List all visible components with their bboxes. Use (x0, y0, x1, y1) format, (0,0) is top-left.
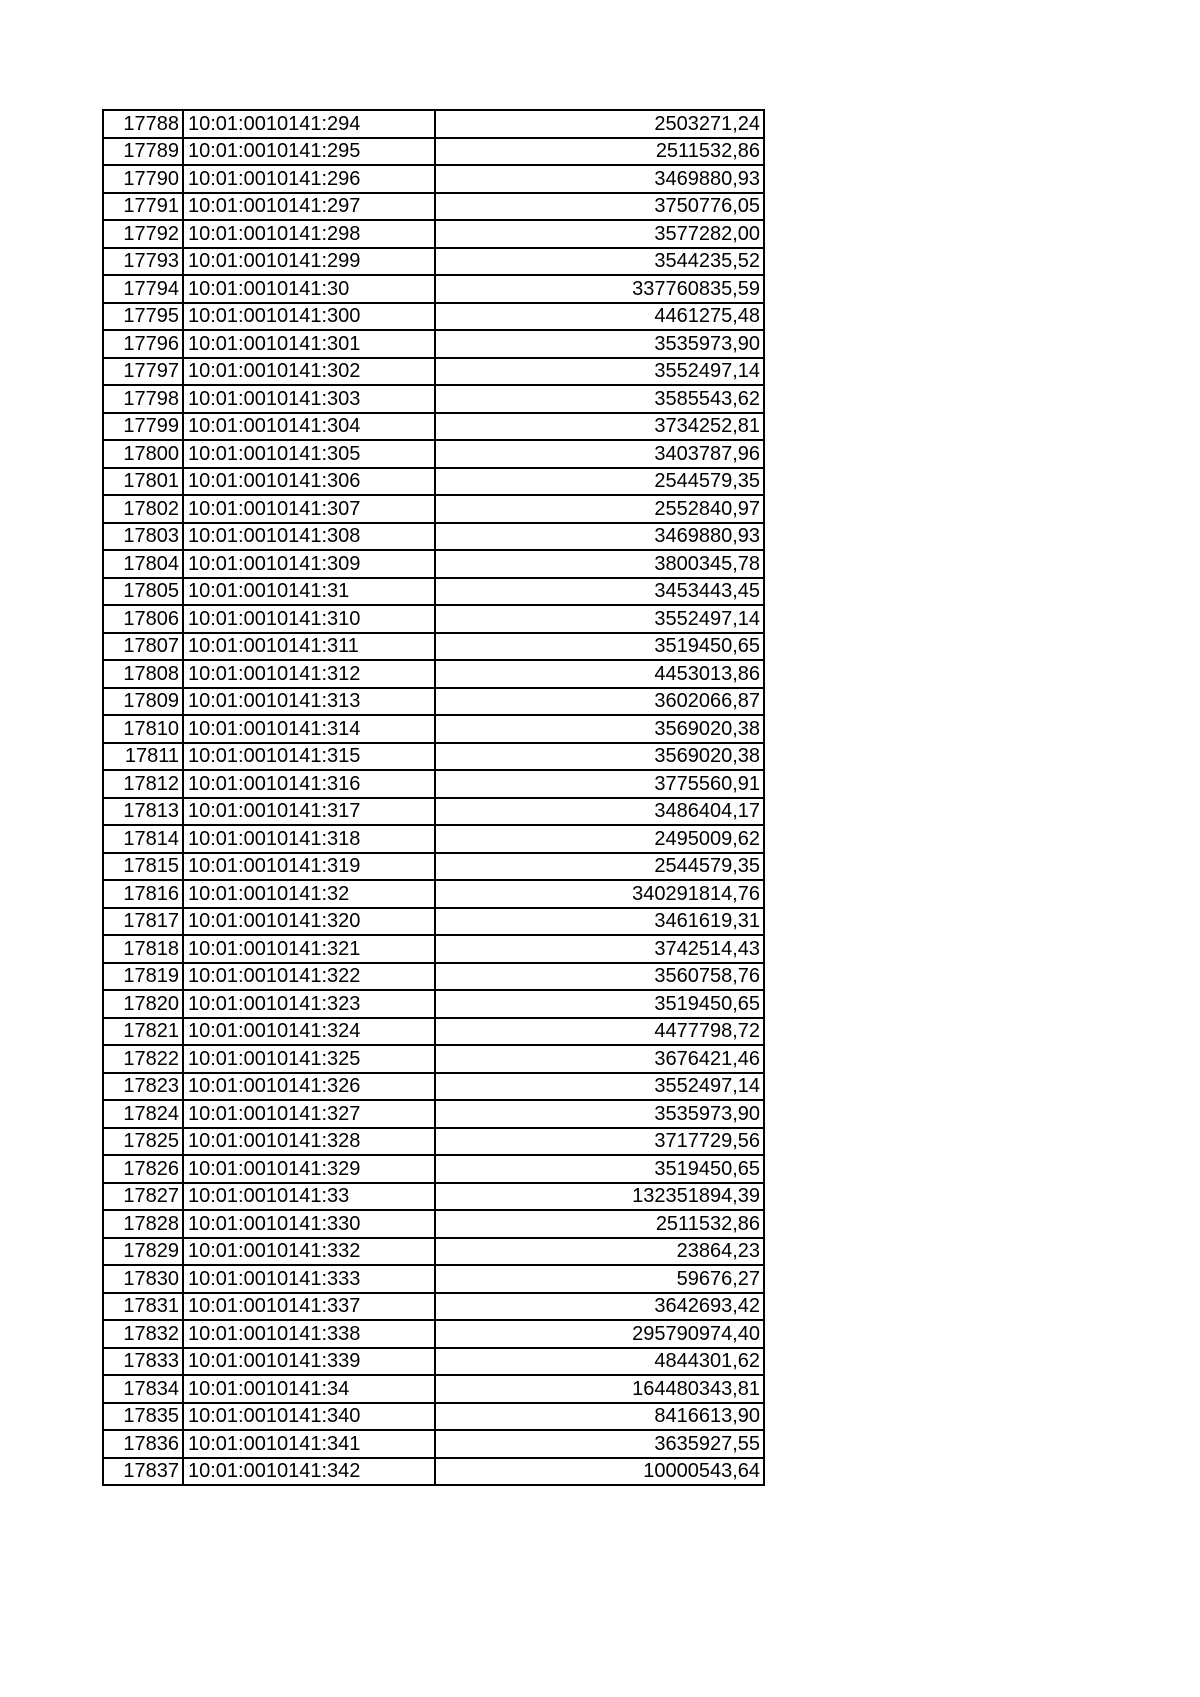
cadastral-number-cell: 10:01:0010141:322 (183, 963, 435, 991)
value-cell: 59676,27 (435, 1265, 764, 1293)
cadastral-number-cell: 10:01:0010141:30 (183, 275, 435, 303)
row-number-cell: 17834 (103, 1375, 183, 1403)
value-cell: 10000543,64 (435, 1458, 764, 1486)
table-row (103, 165, 764, 193)
cadastral-number-cell: 10:01:0010141:315 (183, 743, 435, 771)
row-number-cell: 17793 (103, 248, 183, 276)
value-cell: 3469880,93 (435, 165, 764, 193)
row-number-cell: 17824 (103, 1100, 183, 1128)
value-cell: 3461619,31 (435, 908, 764, 936)
row-number-cell: 17820 (103, 990, 183, 1018)
value-cell: 3469880,93 (435, 523, 764, 551)
value-cell: 3552497,14 (435, 358, 764, 386)
cadastral-number-cell: 10:01:0010141:34 (183, 1375, 435, 1403)
table-row (103, 1155, 764, 1183)
table-row (103, 660, 764, 688)
cadastral-number-cell: 10:01:0010141:295 (183, 138, 435, 166)
table-row (103, 935, 764, 963)
row-number-cell: 17816 (103, 880, 183, 908)
value-cell: 3552497,14 (435, 605, 764, 633)
table-row (103, 413, 764, 441)
table-row (103, 138, 764, 166)
row-number-cell: 17818 (103, 935, 183, 963)
table-row (103, 853, 764, 881)
table-row (103, 1100, 764, 1128)
row-number-cell: 17828 (103, 1210, 183, 1238)
value-cell: 3676421,46 (435, 1045, 764, 1073)
table-row (103, 1018, 764, 1046)
table-row (103, 633, 764, 661)
value-cell: 4453013,86 (435, 660, 764, 688)
value-cell: 3403787,96 (435, 440, 764, 468)
cadastral-number-cell: 10:01:0010141:304 (183, 413, 435, 441)
cadastral-number-cell: 10:01:0010141:310 (183, 605, 435, 633)
value-cell: 4461275,48 (435, 303, 764, 331)
value-cell: 2503271,24 (435, 110, 764, 138)
row-number-cell: 17836 (103, 1430, 183, 1458)
value-cell: 2544579,35 (435, 468, 764, 496)
cadastral-number-cell: 10:01:0010141:298 (183, 220, 435, 248)
value-cell: 2511532,86 (435, 1210, 764, 1238)
row-number-cell: 17798 (103, 385, 183, 413)
cadastral-number-cell: 10:01:0010141:303 (183, 385, 435, 413)
value-cell: 3742514,43 (435, 935, 764, 963)
value-cell: 164480343,81 (435, 1375, 764, 1403)
row-number-cell: 17789 (103, 138, 183, 166)
value-cell: 2552840,97 (435, 495, 764, 523)
table-row (103, 550, 764, 578)
cadastral-number-cell: 10:01:0010141:312 (183, 660, 435, 688)
cadastral-number-cell: 10:01:0010141:323 (183, 990, 435, 1018)
value-cell: 340291814,76 (435, 880, 764, 908)
table-row (103, 908, 764, 936)
row-number-cell: 17799 (103, 413, 183, 441)
table-row (103, 1403, 764, 1431)
cadastral-number-cell: 10:01:0010141:332 (183, 1238, 435, 1266)
table-row (103, 770, 764, 798)
row-number-cell: 17827 (103, 1183, 183, 1211)
cadastral-number-cell: 10:01:0010141:33 (183, 1183, 435, 1211)
value-cell: 3569020,38 (435, 715, 764, 743)
table-row (103, 220, 764, 248)
cadastral-number-cell: 10:01:0010141:294 (183, 110, 435, 138)
cadastral-number-cell: 10:01:0010141:321 (183, 935, 435, 963)
value-cell: 3717729,56 (435, 1128, 764, 1156)
row-number-cell: 17832 (103, 1320, 183, 1348)
table-row (103, 743, 764, 771)
row-number-cell: 17796 (103, 330, 183, 358)
row-number-cell: 17810 (103, 715, 183, 743)
table-row (103, 275, 764, 303)
table-row (103, 1210, 764, 1238)
cadastral-number-cell: 10:01:0010141:340 (183, 1403, 435, 1431)
cadastral-number-cell: 10:01:0010141:342 (183, 1458, 435, 1486)
value-cell: 4844301,62 (435, 1348, 764, 1376)
row-number-cell: 17822 (103, 1045, 183, 1073)
value-cell: 3585543,62 (435, 385, 764, 413)
value-cell: 3635927,55 (435, 1430, 764, 1458)
cadastral-number-cell: 10:01:0010141:305 (183, 440, 435, 468)
table-row (103, 495, 764, 523)
table-row (103, 193, 764, 221)
table-row (103, 688, 764, 716)
cadastral-number-cell: 10:01:0010141:308 (183, 523, 435, 551)
cadastral-number-cell: 10:01:0010141:301 (183, 330, 435, 358)
value-cell: 3519450,65 (435, 990, 764, 1018)
table-row (103, 330, 764, 358)
table-row (103, 1183, 764, 1211)
row-number-cell: 17815 (103, 853, 183, 881)
row-number-cell: 17813 (103, 798, 183, 826)
cadastral-number-cell: 10:01:0010141:324 (183, 1018, 435, 1046)
value-cell: 8416613,90 (435, 1403, 764, 1431)
cadastral-number-cell: 10:01:0010141:316 (183, 770, 435, 798)
table-row (103, 358, 764, 386)
cadastral-number-cell: 10:01:0010141:311 (183, 633, 435, 661)
value-cell: 3519450,65 (435, 633, 764, 661)
cadastral-number-cell: 10:01:0010141:306 (183, 468, 435, 496)
value-cell: 3569020,38 (435, 743, 764, 771)
value-cell: 3775560,91 (435, 770, 764, 798)
row-number-cell: 17809 (103, 688, 183, 716)
row-number-cell: 17829 (103, 1238, 183, 1266)
value-cell: 3544235,52 (435, 248, 764, 276)
row-number-cell: 17808 (103, 660, 183, 688)
value-cell: 2511532,86 (435, 138, 764, 166)
value-cell: 3453443,45 (435, 578, 764, 606)
cadastral-number-cell: 10:01:0010141:326 (183, 1073, 435, 1101)
value-cell: 3750776,05 (435, 193, 764, 221)
value-cell: 3800345,78 (435, 550, 764, 578)
row-number-cell: 17814 (103, 825, 183, 853)
row-number-cell: 17831 (103, 1293, 183, 1321)
cadastral-number-cell: 10:01:0010141:328 (183, 1128, 435, 1156)
table-row (103, 1320, 764, 1348)
table-row (103, 440, 764, 468)
row-number-cell: 17826 (103, 1155, 183, 1183)
row-number-cell: 17795 (103, 303, 183, 331)
table-row (103, 880, 764, 908)
value-cell: 337760835,59 (435, 275, 764, 303)
table-row (103, 248, 764, 276)
cadastral-value-table (102, 109, 765, 1486)
table-row (103, 1128, 764, 1156)
cadastral-number-cell: 10:01:0010141:302 (183, 358, 435, 386)
cadastral-number-cell: 10:01:0010141:338 (183, 1320, 435, 1348)
value-cell: 3552497,14 (435, 1073, 764, 1101)
cadastral-number-cell: 10:01:0010141:309 (183, 550, 435, 578)
cadastral-number-cell: 10:01:0010141:32 (183, 880, 435, 908)
table-row (103, 1293, 764, 1321)
row-number-cell: 17812 (103, 770, 183, 798)
value-cell: 2544579,35 (435, 853, 764, 881)
row-number-cell: 17837 (103, 1458, 183, 1486)
table-row (103, 1458, 764, 1486)
row-number-cell: 17821 (103, 1018, 183, 1046)
table-row (103, 385, 764, 413)
table-row (103, 990, 764, 1018)
cadastral-number-cell: 10:01:0010141:325 (183, 1045, 435, 1073)
value-cell: 3535973,90 (435, 1100, 764, 1128)
table-row (103, 1238, 764, 1266)
table-row (103, 1348, 764, 1376)
cadastral-number-cell: 10:01:0010141:31 (183, 578, 435, 606)
table-row (103, 303, 764, 331)
value-cell: 2495009,62 (435, 825, 764, 853)
cadastral-number-cell: 10:01:0010141:319 (183, 853, 435, 881)
cadastral-number-cell: 10:01:0010141:318 (183, 825, 435, 853)
value-cell: 3602066,87 (435, 688, 764, 716)
row-number-cell: 17819 (103, 963, 183, 991)
table-row (103, 825, 764, 853)
cadastral-number-cell: 10:01:0010141:327 (183, 1100, 435, 1128)
table-row (103, 715, 764, 743)
row-number-cell: 17792 (103, 220, 183, 248)
cadastral-number-cell: 10:01:0010141:297 (183, 193, 435, 221)
row-number-cell: 17791 (103, 193, 183, 221)
cadastral-number-cell: 10:01:0010141:307 (183, 495, 435, 523)
cadastral-number-cell: 10:01:0010141:299 (183, 248, 435, 276)
cadastral-number-cell: 10:01:0010141:317 (183, 798, 435, 826)
row-number-cell: 17823 (103, 1073, 183, 1101)
cadastral-number-cell: 10:01:0010141:341 (183, 1430, 435, 1458)
data-table-container (102, 109, 765, 1486)
table-row (103, 798, 764, 826)
cadastral-number-cell: 10:01:0010141:333 (183, 1265, 435, 1293)
row-number-cell: 17825 (103, 1128, 183, 1156)
table-body (103, 110, 764, 1485)
cadastral-number-cell: 10:01:0010141:313 (183, 688, 435, 716)
cadastral-number-cell: 10:01:0010141:314 (183, 715, 435, 743)
row-number-cell: 17806 (103, 605, 183, 633)
row-number-cell: 17817 (103, 908, 183, 936)
cadastral-number-cell: 10:01:0010141:300 (183, 303, 435, 331)
row-number-cell: 17803 (103, 523, 183, 551)
table-row (103, 1430, 764, 1458)
row-number-cell: 17794 (103, 275, 183, 303)
value-cell: 3519450,65 (435, 1155, 764, 1183)
table-row (103, 110, 764, 138)
table-row (103, 963, 764, 991)
table-row (103, 1375, 764, 1403)
value-cell: 3577282,00 (435, 220, 764, 248)
row-number-cell: 17802 (103, 495, 183, 523)
cadastral-number-cell: 10:01:0010141:296 (183, 165, 435, 193)
value-cell: 4477798,72 (435, 1018, 764, 1046)
row-number-cell: 17800 (103, 440, 183, 468)
row-number-cell: 17835 (103, 1403, 183, 1431)
row-number-cell: 17788 (103, 110, 183, 138)
row-number-cell: 17797 (103, 358, 183, 386)
row-number-cell: 17830 (103, 1265, 183, 1293)
row-number-cell: 17805 (103, 578, 183, 606)
value-cell: 3535973,90 (435, 330, 764, 358)
table-row (103, 1045, 764, 1073)
table-row (103, 605, 764, 633)
row-number-cell: 17833 (103, 1348, 183, 1376)
row-number-cell: 17807 (103, 633, 183, 661)
value-cell: 3486404,17 (435, 798, 764, 826)
value-cell: 132351894,39 (435, 1183, 764, 1211)
row-number-cell: 17790 (103, 165, 183, 193)
value-cell: 23864,23 (435, 1238, 764, 1266)
row-number-cell: 17804 (103, 550, 183, 578)
table-row (103, 1265, 764, 1293)
table-row (103, 1073, 764, 1101)
cadastral-number-cell: 10:01:0010141:337 (183, 1293, 435, 1321)
cadastral-number-cell: 10:01:0010141:320 (183, 908, 435, 936)
cadastral-number-cell: 10:01:0010141:339 (183, 1348, 435, 1376)
table-row (103, 523, 764, 551)
value-cell: 3642693,42 (435, 1293, 764, 1321)
row-number-cell: 17801 (103, 468, 183, 496)
value-cell: 3560758,76 (435, 963, 764, 991)
table-row (103, 468, 764, 496)
value-cell: 295790974,40 (435, 1320, 764, 1348)
cadastral-number-cell: 10:01:0010141:329 (183, 1155, 435, 1183)
table-row (103, 578, 764, 606)
row-number-cell: 17811 (103, 743, 183, 771)
value-cell: 3734252,81 (435, 413, 764, 441)
cadastral-number-cell: 10:01:0010141:330 (183, 1210, 435, 1238)
